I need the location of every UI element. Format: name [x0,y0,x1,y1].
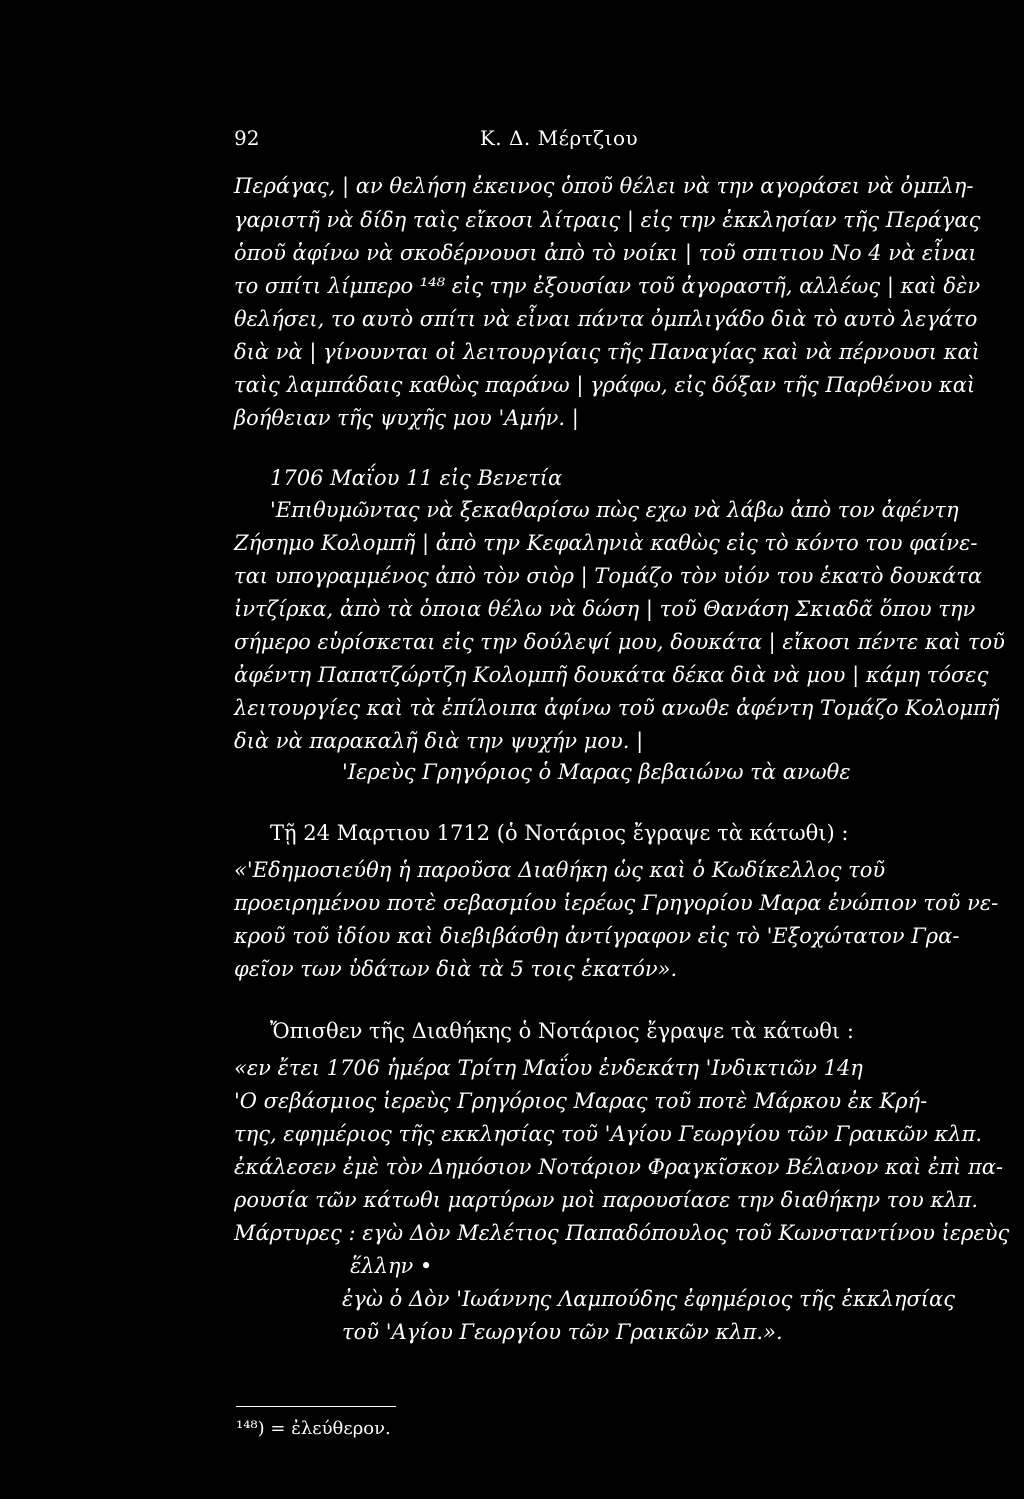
text-line: ταὶς λαμπάδαις καθὼς παράνω | γράφω, εἰς δόξαν τῆς Παρθένου καὶ [234,373,976,397]
codicil-heading: 1706 Μαΐου 11 εἰς Βενετία [270,466,563,490]
reverse-note: Ὄπισθεν τῆς Διαθήκης ὁ Νοτάριος ἔγραψε τὰ κάτωθι : [270,1019,854,1043]
text-line: ὁποῦ ἀφίνω νὰ σκοδέρνουσι ἀπὸ τὸ νοίκι | τοῦ σπιτιου Νο 4 νὰ εἶναι [234,241,977,265]
signature-line: 'Ιερεὺς Γρηγόριος ὁ Μαρας βεβαιώνω τὰ ανωθε [342,760,851,784]
footnote: ¹⁴⁸) = ἐλεύθερον. [236,1418,391,1439]
text-line: διὰ νὰ | γίνουνται οἱ λειτουργίαις τῆς Παναγίας καὶ νὰ πέρνουσι καὶ [234,340,980,364]
text-line: 'Ο σεβάσμιος ἱερεὺς Γρηγόριος Μαρας τοῦ ποτὲ Μάρκου ἐκ Κρή- [234,1089,928,1113]
text-line: βοήθειαν τῆς ψυχῆς μου 'Αμήν. | [234,406,579,430]
text-line: ἰντζίρκα, ἀπὸ τὰ ὁποια θέλω νὰ δώση | τοῦ Θανάση Σκιαδᾶ ὅπου την [234,597,976,621]
text-line: φεῖον των ὑδάτων διὰ τὰ 5 τοις ἑκατόν». [234,957,678,981]
text-line: Περάγας, | αν θελήση ἐκεινος ὁποῦ θέλει νὰ την αγοράσει νὰ ὀμπλη- [234,174,974,198]
text-line: λειτουργίες καὶ τὰ ἐπίλοιπα ἀφίνω τοῦ ανωθε ἀφέντη Τομάζο Κολομπῆ [234,696,1000,720]
text-line: «εν ἔτει 1706 ἡμέρα Τρίτη Μαΐου ἑνδεκάτη 'Ινδικτιῶν 14η [234,1056,863,1080]
text-line: προειρημένου ποτὲ σεβασμίου ἱερέως Γρηγορίου Μαρα ἐνώπιον τοῦ νε- [234,891,999,915]
text-line: ἐγὼ ὁ Δὸν 'Ιωάννης Λαμπούδης ἐφημέριος τῆς ἐκκλησίας [342,1287,955,1311]
page-header [234,126,884,156]
text-line: ἐκάλεσεν ἐμὲ τὸν Δημόσιον Νοτάριον Φραγκῖσκον Βέλανον καὶ ἐπὶ πα- [234,1155,1004,1179]
running-head: Κ. Δ. Μέρτζιου [479,126,639,150]
text-line: «'Εδημοσιεύθη ἡ παροῦσα Διαθήκη ὡς καὶ ὁ Κωδίκελλος τοῦ [234,858,886,882]
text-line: ἕλλην • [350,1254,433,1278]
text-line: το σπίτι λίμπερο ¹⁴⁸ εἰς την ἐξουσίαν τοῦ ἀγοραστῆ, αλλέως | καὶ δὲν [234,274,981,298]
text-line: Ζήσημο Κολομπῆ | ἀπὸ την Κεφαληνιὰ καθὼς εἰς τὸ κόντο του φαίνε- [234,531,978,555]
text-line: 'Επιθυμῶντας νὰ ξεκαθαρίσω πὼς εχω νὰ λάβω ἀπὸ τον ἀφέντη [270,498,959,522]
witnesses-line: Μάρτυρες : εγὼ Δὸν Μελέτιος Παπαδόπουλος τοῦ Κωνσταντίνου ἱερεὺς [234,1221,1010,1245]
text-line: ρουσία τῶν κάτωθι μαρτύρων μοὶ παρουσίασε την διαθήκην του κλπ. [234,1188,979,1212]
footnote-rule [236,1406,396,1407]
notary-note: Τῇ 24 Μαρτιου 1712 (ὁ Νοτάριος ἔγραψε τὰ κάτωθι) : [270,821,849,845]
text-line: θελήσει, το αυτὸ σπίτι νὰ εἶναι πάντα ὀμπλιγάδο διὰ τὸ αυτὸ λεγάτο [234,307,978,331]
text-line: γαριστῆ νὰ δίδη ταὶς εἴκοσι λίτραις | εἰς την ἐκκλησίαν τῆς Περάγας [234,208,981,232]
text-line: κροῦ τοῦ ἰδίου καὶ διεβιβάσθη ἀντίγραφον εἰς τὸ 'Εξοχώτατον Γρα- [234,924,960,948]
text-line: διὰ νὰ παρακαλῆ διὰ την ψυχήν μου. | [234,729,644,753]
text-line: ται υπογραμμένος ἀπὸ τὸν σιὸρ | Τομάζο τὸν υἱόν του ἑκατὸ δουκάτα [234,564,983,588]
page-number: 92 [234,126,260,150]
text-line: της, εφημέριος τῆς εκκλησίας τοῦ 'Αγίου Γεωργίου τῶν Γραικῶν κλπ. [234,1122,983,1146]
text-line: τοῦ 'Αγίου Γεωργίου τῶν Γραικῶν κλπ.». [342,1320,783,1344]
text-line: ἀφέντη Παπατζώρτζη Κολομπῆ δουκάτα δέκα διὰ νὰ μου | κάμη τόσες [234,663,989,687]
text-line: σήμερο εὑρίσκεται εἰς την δούλεψί μου, δουκάτα | εἴκοσι πέντε καὶ τοῦ [234,630,1005,654]
